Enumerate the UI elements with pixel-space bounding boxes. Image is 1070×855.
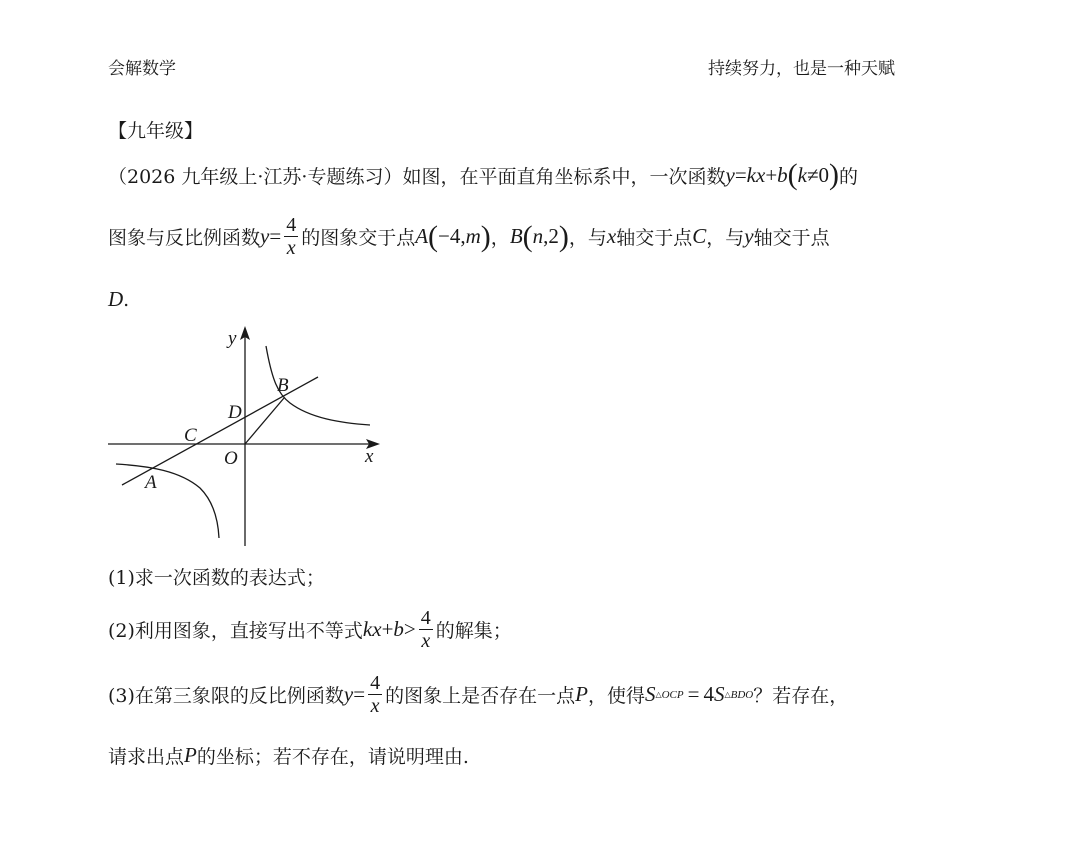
- problem-source: （2026 九年级上·江苏·专题练习）: [108, 165, 403, 188]
- label-x: x: [365, 446, 374, 467]
- header-right: 持续努力，也是一种天赋: [708, 59, 895, 79]
- label-y: y: [228, 328, 237, 349]
- segment-OB: [245, 398, 284, 444]
- label-A: A: [145, 472, 157, 493]
- label-D: D: [228, 402, 242, 423]
- label-O: O: [224, 448, 238, 469]
- header-left: 会解数学: [108, 59, 176, 79]
- problem-line-3: D .: [108, 287, 130, 311]
- grade-label: 【九年级】: [108, 120, 204, 142]
- coordinate-figure: [100, 318, 390, 550]
- fraction-4-over-x: $\frac{4}{x}$: [286, 214, 297, 260]
- question-3: (3)在第三象限的反比例函数 y = $\frac{4}{x}$ 的图象上是否存在一点 P ，使得 S △ OCP = 4 S △ BDO ？若存在，: [108, 672, 849, 718]
- label-C: C: [184, 425, 197, 446]
- problem-text: 如图，在平面直角坐标系中，一次函数: [402, 165, 726, 188]
- question-2: (2)利用图象，直接写出不等式 kx + b > $\frac{4}{x}$ 的解集；: [108, 607, 512, 653]
- hyperbola-branch-q3: [116, 464, 219, 538]
- fraction-4-over-x: $\frac{4}{x}$: [370, 672, 381, 718]
- question-3-continued: 请求出点 P 的坐标；若不存在，请说明理由.: [108, 743, 469, 768]
- fraction-4-over-x: $\frac{4}{x}$: [420, 607, 431, 653]
- problem-line-1: （2026 九年级上·江苏·专题练习） 如图，在平面直角坐标系中，一次函数 y = kx + b ( k ≠ 0 ) 的: [108, 158, 859, 191]
- problem-line-2: 图象与反比例函数 y = $\frac{4}{x}$ 的图象交于点 A ( −4, m ) ， B ( n ,2 ) ，与 x 轴交于点 C ，与 y 轴交于点: [108, 214, 830, 260]
- question-1: (1)求一次函数的表达式；: [108, 567, 325, 589]
- label-B: B: [277, 375, 289, 396]
